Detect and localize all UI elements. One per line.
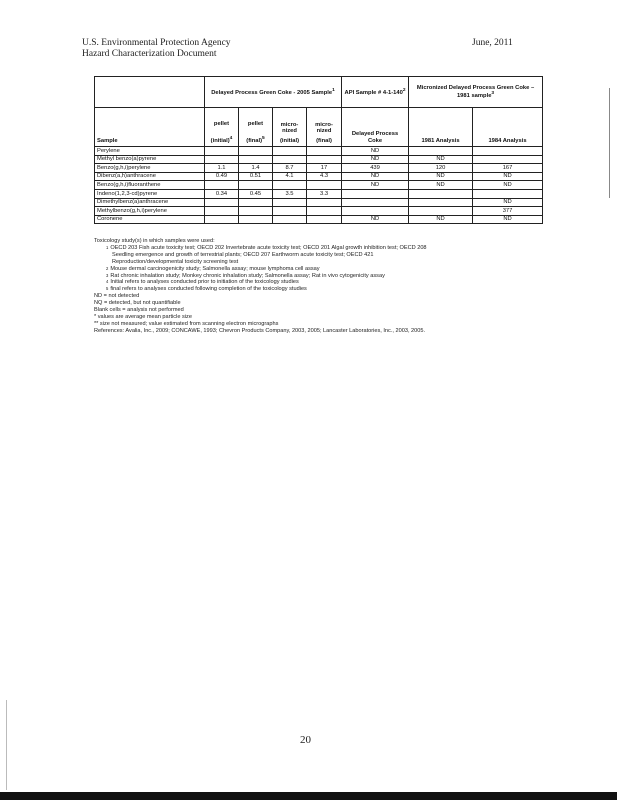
agency-name: U.S. Environmental Protection Agency	[82, 38, 231, 48]
cell-1984-analysis: 377	[473, 207, 543, 216]
page-number: 20	[300, 734, 311, 746]
scan-edge-mark	[6, 700, 7, 790]
cell-pellet-initial: 0.34	[205, 189, 239, 198]
cell-1984-analysis: ND	[473, 181, 543, 190]
document-title: Hazard Characterization Document	[82, 49, 217, 59]
cell-micronized-initial	[273, 181, 307, 190]
legend-blank: Blank cells = analysis not performed	[94, 307, 184, 314]
footnote-5: $^5$ final refers to analyses conducted following completion of the toxicology studies	[106, 286, 307, 293]
cell-micronized-final	[307, 215, 342, 224]
table-row	[95, 164, 543, 173]
row-sample-name: Benzo(g,h,i)perylene	[95, 164, 205, 173]
cell-pellet-final	[239, 198, 273, 207]
delayed-process-coke-header: Delayed Process Coke	[342, 108, 409, 147]
cell-delayed-process-coke: ND	[342, 172, 409, 181]
footnote-2: $^2$ Mouse dermal carcinogenicity study; Salmonella assay; mouse lymphoma cell assay	[106, 265, 320, 272]
row-sample-name: Perylene	[95, 147, 205, 156]
cell-micronized-initial	[273, 215, 307, 224]
row-sample-name: Dimethylbenz(a)anthracene	[95, 198, 205, 207]
cell-pellet-initial	[205, 181, 239, 190]
cell-1984-analysis	[473, 155, 543, 164]
api-sample-header: API Sample # $4-1-140^2$	[342, 77, 409, 108]
cell-1984-analysis: ND	[473, 172, 543, 181]
cell-pellet-initial: 1.1	[205, 164, 239, 173]
pellet-initial-header: pellet (initial)$^4$	[205, 108, 239, 147]
legend-nd: ND = not detected	[94, 293, 140, 300]
references: References: Avalia, Inc., 2009; CONCAWE, 1993; Chevron Products Company, 2003, 2005; Lancaster Laboratories, Inc., 2003, 2005.	[94, 327, 426, 334]
micronized-coke-header: Micronized Delayed Process Green Coke – 1981 sample$^3$	[409, 77, 543, 108]
footnote-4: $^4$ Initial refers to analyses conducted prior to initiation of the toxicology studies	[106, 279, 299, 286]
cell-pellet-final	[239, 181, 273, 190]
cell-micronized-final: 4.3	[307, 172, 342, 181]
footnote-3: $^3$ Rat chronic inhalation study; Monkey chronic inhalation study; Salmonella assay; Rat in vivo cytogenicity assay	[106, 272, 385, 279]
cell-micronized-final	[307, 198, 342, 207]
cell-pellet-final	[239, 215, 273, 224]
micronized-initial-header: micro-nized (initial)	[273, 108, 307, 147]
table-row	[95, 198, 543, 207]
cell-pellet-initial: 0.49	[205, 172, 239, 181]
cell-delayed-process-coke: ND	[342, 181, 409, 190]
cell-delayed-process-coke	[342, 198, 409, 207]
cell-1984-analysis	[473, 147, 543, 156]
cell-1981-analysis	[409, 147, 473, 156]
cell-pellet-final	[239, 147, 273, 156]
analysis-1984-header: 1984 Analysis	[473, 108, 543, 147]
cell-micronized-initial: 8.7	[273, 164, 307, 173]
cell-micronized-initial	[273, 147, 307, 156]
row-sample-name: Methylbenzo(g,h,i)perylene	[95, 207, 205, 216]
cell-micronized-final	[307, 147, 342, 156]
scan-edge-mark	[609, 88, 610, 198]
cell-micronized-initial: 4.1	[273, 172, 307, 181]
cell-1984-analysis: ND	[473, 215, 543, 224]
cell-1984-analysis	[473, 189, 543, 198]
pah-analysis-table	[94, 76, 543, 224]
row-sample-name: Methyl benzo(a)pyrene	[95, 155, 205, 164]
cell-1981-analysis: ND	[409, 155, 473, 164]
document-date: June, 2011	[472, 38, 513, 48]
document-header	[82, 38, 231, 60]
cell-pellet-initial	[205, 198, 239, 207]
table-footnotes	[94, 238, 554, 335]
cell-delayed-process-coke	[342, 189, 409, 198]
row-sample-name: Coronene	[95, 215, 205, 224]
cell-pellet-initial	[205, 215, 239, 224]
table-row	[95, 207, 543, 216]
cell-1984-analysis: ND	[473, 198, 543, 207]
cell-1981-analysis: ND	[409, 172, 473, 181]
micronized-final-header: micro-nized (final)	[307, 108, 342, 147]
cell-micronized-final	[307, 207, 342, 216]
cell-delayed-process-coke: ND	[342, 147, 409, 156]
cell-micronized-final: 17	[307, 164, 342, 173]
table-row	[95, 155, 543, 164]
scan-bottom-border	[0, 792, 617, 800]
cell-1981-analysis	[409, 189, 473, 198]
cell-pellet-final	[239, 207, 273, 216]
analysis-1981-header: 1981 Analysis	[409, 108, 473, 147]
cell-delayed-process-coke: ND	[342, 155, 409, 164]
table-row	[95, 181, 543, 190]
legend-average: * values are average mean particle size	[94, 313, 192, 320]
cell-micronized-initial: 3.5	[273, 189, 307, 198]
sample-column-header: Sample	[95, 108, 205, 147]
cell-pellet-final: 0.45	[239, 189, 273, 198]
cell-micronized-initial	[273, 198, 307, 207]
cell-1981-analysis: ND	[409, 215, 473, 224]
table-row	[95, 172, 543, 181]
cell-delayed-process-coke	[342, 207, 409, 216]
cell-pellet-initial	[205, 155, 239, 164]
row-sample-name: Indeno(1,2,3-cd)pyrene	[95, 189, 205, 198]
cell-pellet-final: 0.51	[239, 172, 273, 181]
cell-1981-analysis: 120	[409, 164, 473, 173]
footnote-1-continued: Seedling emergence and growth of terrestrial plants; OECD 207 Earthworm acute toxicity test; OECD 421	[112, 251, 374, 258]
cell-pellet-initial	[205, 207, 239, 216]
cell-delayed-process-coke: 439	[342, 164, 409, 173]
toxicology-intro: Toxicology study(s) in which samples were used:	[94, 238, 215, 244]
cell-1981-analysis	[409, 198, 473, 207]
cell-micronized-final	[307, 155, 342, 164]
row-sample-name: Dibenz(a,h)anthracene	[95, 172, 205, 181]
table-group-header-row	[95, 77, 543, 108]
cell-1981-analysis: ND	[409, 181, 473, 190]
cell-delayed-process-coke: ND	[342, 215, 409, 224]
empty-header-cell	[95, 77, 205, 108]
table-row	[95, 215, 543, 224]
table-row	[95, 147, 543, 156]
legend-nq: NQ = detected, but not quantifiable	[94, 300, 181, 307]
legend-estimated: ** size not measured; value estimated from scanning electron micrographs	[94, 320, 279, 327]
table-sub-header-row	[95, 108, 543, 147]
delayed-green-coke-header: Delayed Process Green Coke - 2005 Sample$^1$	[205, 77, 342, 108]
pellet-final-header: pellet (final)$^5$	[239, 108, 273, 147]
pah-table-container	[94, 76, 542, 224]
cell-micronized-final	[307, 181, 342, 190]
row-sample-name: Benzo(g,h,i)fluoranthene	[95, 181, 205, 190]
cell-micronized-initial	[273, 155, 307, 164]
cell-pellet-initial	[205, 147, 239, 156]
footnote-1-continued: Reproduction/developmental toxicity screening test	[112, 258, 239, 265]
cell-pellet-final	[239, 155, 273, 164]
footnote-1: $^1$ OECD 203 Fish acute toxicity test; OECD 202 Invertebrate acute toxicity test; OECD 201 Algal growth inhibition test; OECD 208	[106, 244, 427, 251]
cell-pellet-final: 1.4	[239, 164, 273, 173]
table-row	[95, 189, 543, 198]
cell-1984-analysis: 167	[473, 164, 543, 173]
cell-micronized-final: 3.3	[307, 189, 342, 198]
cell-1981-analysis	[409, 207, 473, 216]
cell-micronized-initial	[273, 207, 307, 216]
